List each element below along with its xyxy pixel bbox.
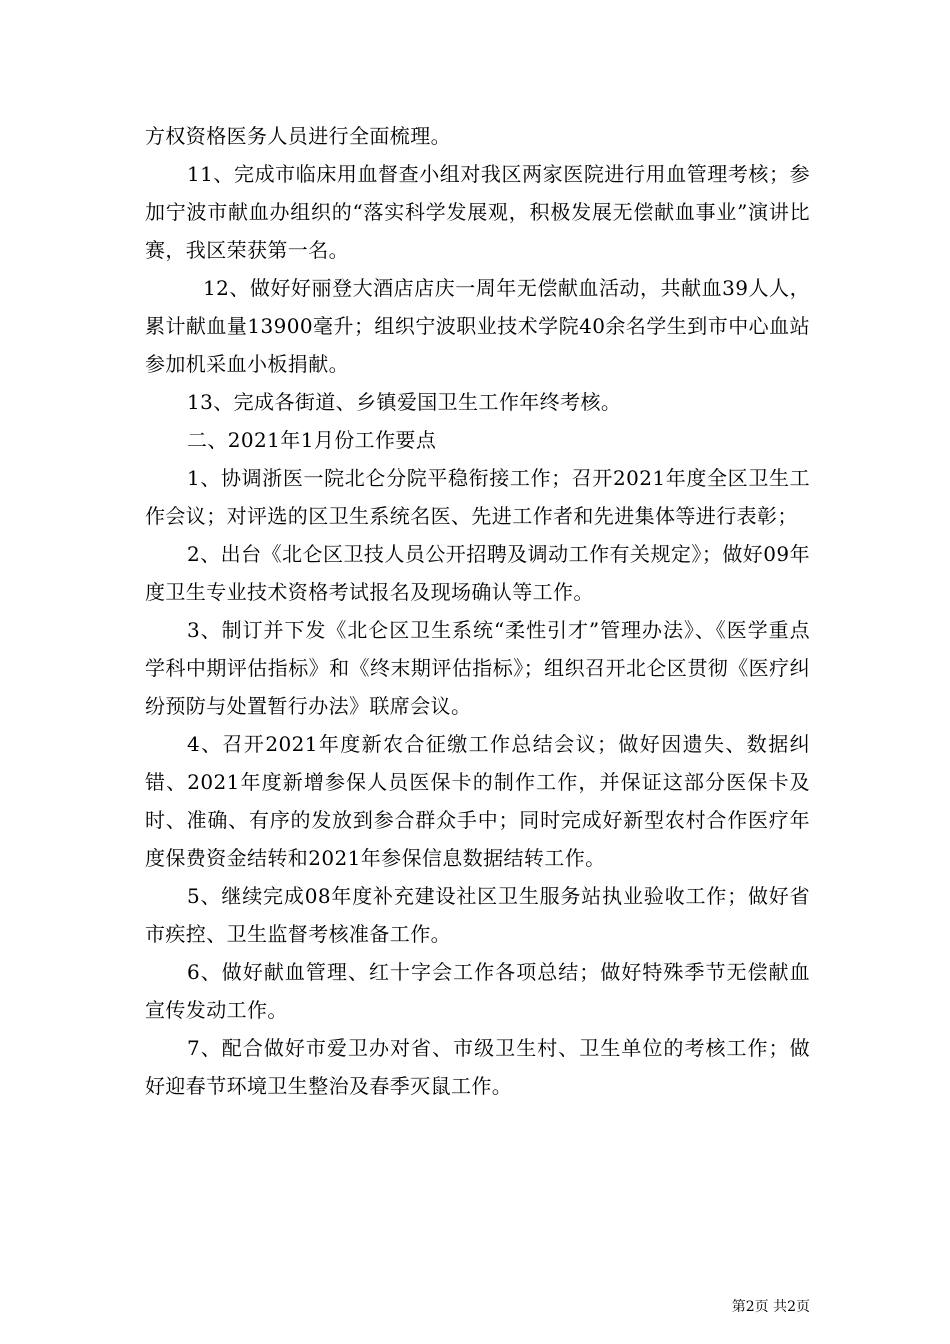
page-number-footer: 第2页 共2页 — [731, 1299, 810, 1315]
paragraph-plan-1: 1、协调浙医一院北仑分院平稳衔接工作；召开2021年度全区卫生工作会议；对评选的区卫生系统名医、先进工作者和先进集体等进行表彰； — [145, 466, 810, 528]
paragraph-item-13: 13、完成各街道、乡镇爱国卫生工作年终考核。 — [187, 390, 622, 414]
document-body — [145, 117, 810, 1105]
paragraph-item-12: 12、做好好丽登大酒店店庆一周年无偿献血活动，共献血39人人，累计献血量13900毫升；组织宁波职业技术学院40余名学生到市中心血站参加机采血小板捐献。 — [145, 276, 810, 376]
paragraph-plan-6: 6、做好献血管理、红十字会工作各项总结；做好特殊季节无偿献血宣传发动工作。 — [145, 960, 810, 1022]
section-heading: 二、2021年1月份工作要点 — [187, 428, 437, 452]
paragraph-plan-3: 3、制订并下发《北仑区卫生系统“柔性引才”管理办法》、《医学重点学科中期评估指标》和《终末期评估指标》；组织召开北仑区贯彻《医疗纠纷预防与处置暂行办法》联席会议。 — [145, 618, 810, 718]
paragraph-plan-4: 4、召开2021年度新农合征缴工作总结会议；做好因遗失、数据纠错、2021年度新增参保人员医保卡的制作工作，并保证这部分医保卡及时、准确、有序的发放到参合群众手中；同时完成好新型农村合作医疗年度保费资金结转和2021年参保信息数据结转工作。 — [145, 732, 810, 870]
paragraph-plan-2: 2、出台《北仑区卫技人员公开招聘及调动工作有关规定》；做好09年度卫生专业技术资格考试报名及现场确认等工作。 — [145, 542, 810, 604]
paragraph-plan-7: 7、配合做好市爱卫办对省、市级卫生村、卫生单位的考核工作；做好迎春节环境卫生整治及春季灭鼠工作。 — [145, 1036, 810, 1098]
paragraph-plan-5: 5、继续完成08年度补充建设社区卫生服务站执业验收工作；做好省市疾控、卫生监督考核准备工作。 — [145, 884, 810, 946]
paragraph-continuation: 方权资格医务人员进行全面梳理。 — [145, 124, 451, 148]
paragraph-item-11: 11、完成市临床用血督查小组对我区两家医院进行用血管理考核；参加宁波市献血办组织的“落实科学发展观，积极发展无偿献血事业”演讲比赛，我区荣获第一名。 — [145, 162, 810, 262]
